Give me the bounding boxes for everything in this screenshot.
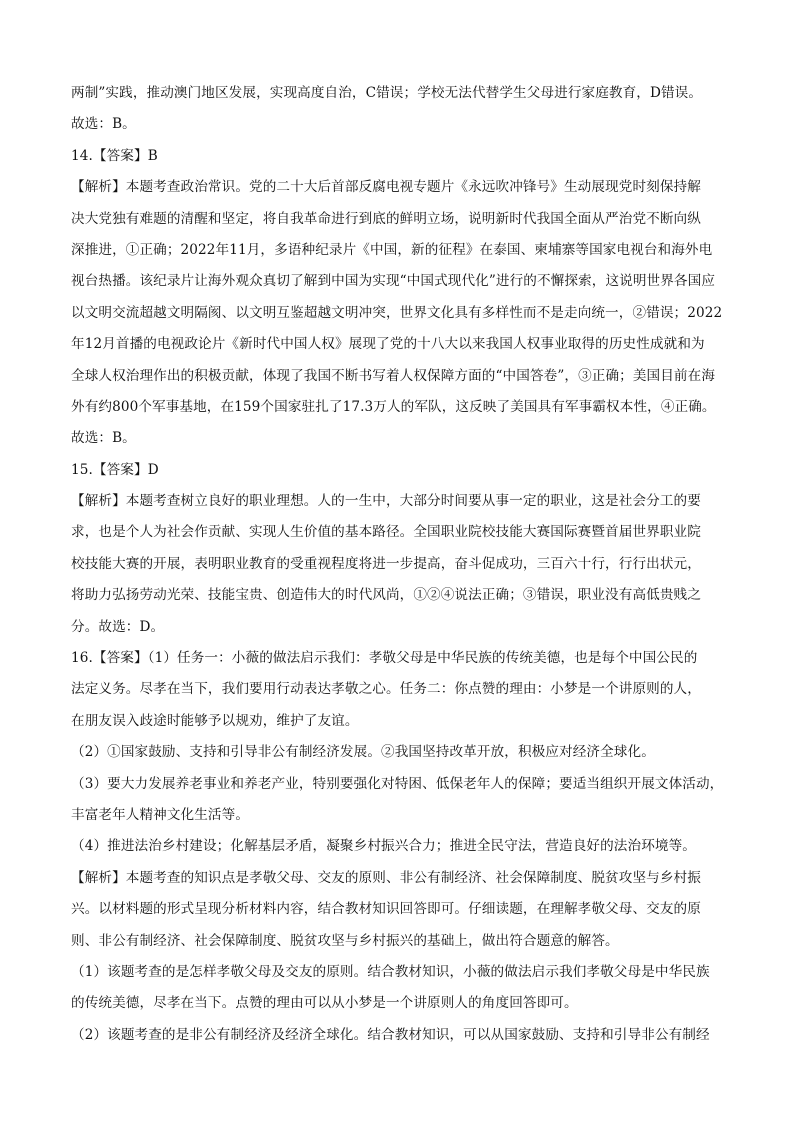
text-line: （4）推进法治乡村建设；化解基层矛盾，凝聚乡村振兴合力；推进全民守法，营造良好的法治环境等。 (71, 838, 696, 855)
text-line: 求，也是个人为社会作贡献、实现人生价值的基本路径。全国职业院校技能大赛国际赛暨首届世界职业院 (71, 524, 701, 541)
text-line: 视台热播。该纪录片让海外观众真切了解到中国为实现“中国式现代化”进行的不懈探索，这说明世界各国应 (71, 273, 716, 290)
text-line: （3）要大力发展养老事业和养老产业，特别要强化对特困、低保老年人的保障；要适当组织开展文体活动， (71, 775, 724, 792)
text-line: 年12月首播的电视政论片《新时代中国人权》展现了党的十八大以来我国人权事业取得的历史性成就和为 (71, 336, 705, 353)
text-line: （2）该题考查的是非公有制经济及经济全球化。结合教材知识，可以从国家鼓励、支持和引导非公有制经 (71, 1026, 710, 1043)
question-14-answer: 14.【答案】B (71, 147, 158, 164)
text-line: 则、非公有制经济、社会保障制度、脱贫攻坚与乡村振兴的基础上，做出符合题意的解答。 (71, 932, 619, 949)
text-line: 故选：B。 (71, 116, 136, 133)
text-line: 以文明交流超越文明隔阂、以文明互鉴超越文明冲突，世界文化具有多样性而不是走向统一，②错误；2022 (71, 304, 723, 321)
text-line: 深推进，①正确；2022年11月，多语种纪录片《中国，新的征程》在泰国、柬埔寨等国家电视台和海外电 (71, 241, 713, 258)
question-16-answer: 16.【答案】（1）任务一：小薇的做法启示我们：孝敬父母是中华民族的传统美德，也是每个中国公民的 (71, 650, 698, 667)
answer-explanation-text (71, 78, 726, 1051)
text-line: 全球人权治理作出的积极贡献，体现了我国不断书写着人权保障方面的“中国答卷”，③正确；美国目前在海 (71, 367, 716, 384)
text-line: 丰富老年人精神文化生活等。 (71, 806, 250, 823)
text-line: （1）该题考查的是怎样孝敬父母及交友的原则。结合教材知识，小薇的做法启示我们孝敬父母是中华民族 (71, 963, 710, 980)
text-line: 两制”实践，推动澳门地区发展，实现高度自治，C错误；学校无法代替学生父母进行家庭教育，D错误。 (71, 85, 703, 101)
text-line: 分。故选：D。 (71, 618, 165, 635)
text-line: （2）①国家鼓励、支持和引导非公有制经济发展。②我国坚持改革开放，积极应对经济全球化。 (71, 744, 655, 761)
text-line: 校技能大赛的开展，表明职业教育的受重视程度将进一步提高，奋斗促成功，三百六十行，行行出状元， (71, 555, 701, 572)
text-line: 兴。以材料题的形式呈现分析材料内容，结合教材知识回答即可。仔细读题，在理解孝敬父母、交友的原 (71, 901, 701, 918)
text-line: 将助力弘扬劳动光荣、技能宝贵、创造伟大的时代风尚，①②④说法正确；③错误，职业没有高低贵贱之 (71, 587, 701, 604)
question-15-answer: 15.【答案】D (71, 461, 159, 478)
text-line: 【解析】本题考查树立良好的职业理想。人的一生中，大部分时间要从事一定的职业，这是社会分工的要 (71, 493, 701, 510)
text-line: 【解析】本题考查政治常识。党的二十大后首部反腐电视专题片《永远吹冲锋号》生动展现党时刻保持解 (71, 179, 701, 196)
text-line: 决大党独有难题的清醒和坚定，将自我革命进行到底的鲜明立场，说明新时代我国全面从严治党不断向纵 (71, 210, 701, 227)
text-line: 法定义务。尽孝在当下，我们要用行动表达孝敬之心。任务二：你点赞的理由：小梦是一个讲原则的人， (71, 681, 701, 698)
text-line: 外有约800个军事基地，在159个国家驻扎了17.3万人的军队，这反映了美国具有军事霸权本性，④正确。 (71, 398, 716, 415)
text-line: 【解析】本题考查的知识点是孝敬父母、交友的原则、非公有制经济、社会保障制度、脱贫攻坚与乡村振 (71, 869, 701, 886)
text-line: 故选：B。 (71, 430, 136, 447)
text-line: 在朋友误入歧途时能够予以规劝，维护了友谊。 (71, 712, 359, 729)
text-line: 的传统美德，尽孝在当下。点赞的理由可以从小梦是一个讲原则人的角度回答即可。 (71, 995, 578, 1012)
